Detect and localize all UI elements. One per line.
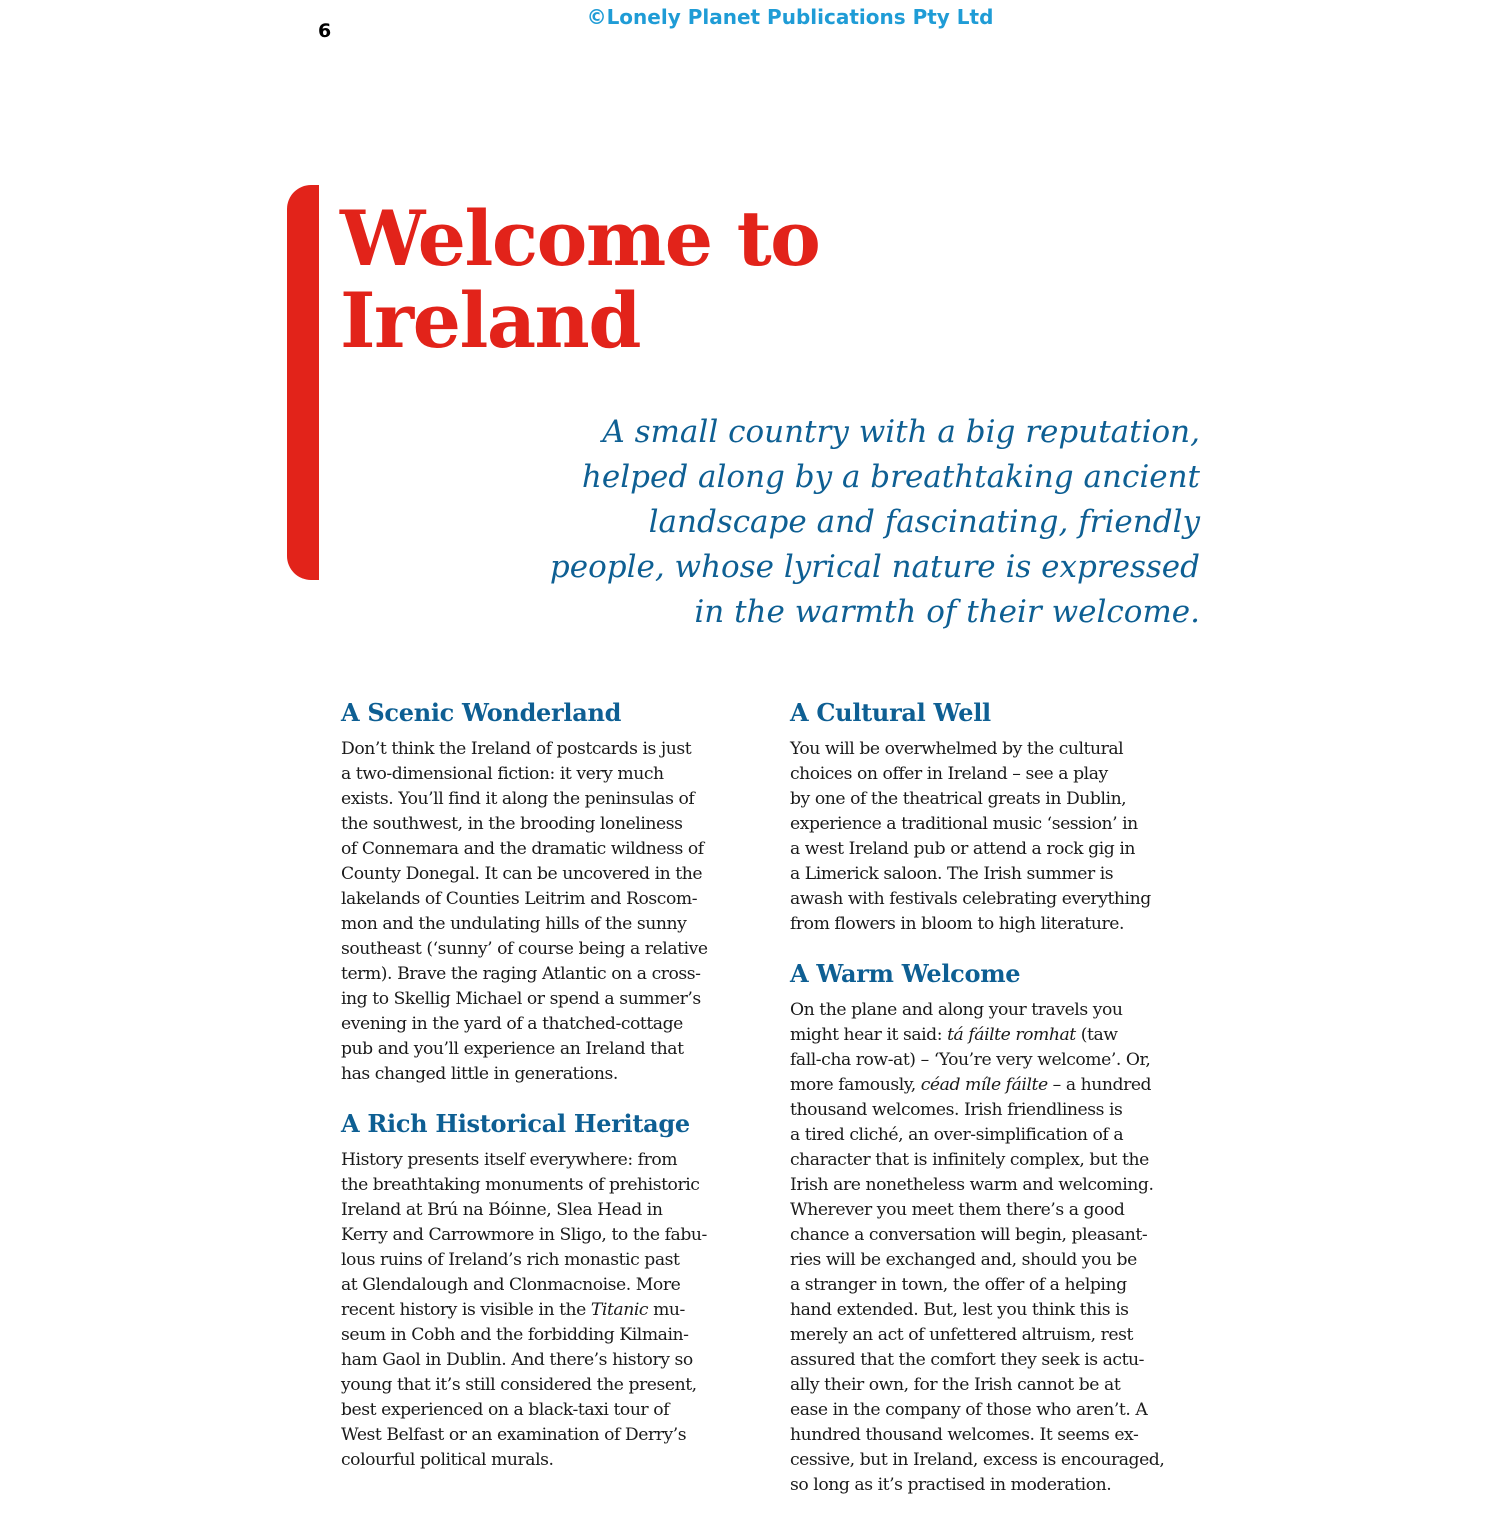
irish-phrase: tá fáilte romhat — [947, 1025, 1076, 1045]
section-heading: A Cultural Well — [790, 698, 991, 727]
right-column — [790, 697, 1210, 1519]
section-body: You will be overwhelmed by the cultural choices on offer in Ireland – see a play by one of the theatrical greats in Dublin, experience a traditional music ‘session’ in a west Ireland pub or attend a rock gig in a Limerick saloon. The Irish summer is awash with festivals celebrating everything from flowers in bloom to high literature. — [790, 739, 1151, 934]
section-body — [790, 998, 1210, 1498]
page-title: Welcome to Ireland — [340, 194, 820, 365]
section-warm-welcome — [790, 958, 1210, 1498]
titanic-italic: Titanic — [590, 1300, 649, 1320]
section-historical-heritage — [341, 1108, 761, 1473]
left-column — [341, 697, 761, 1494]
accent-bar — [287, 185, 319, 580]
section-scenic-wonderland — [341, 697, 761, 1087]
page-number: 6 — [318, 20, 332, 42]
irish-phrase: céad míle fáilte — [920, 1075, 1048, 1095]
tagline: A small country with a big reputation, helped along by a breathtaking ancient landscape and fascinating, friendly people, whose lyrical nature is expressed in the warmth of their welcome. — [549, 414, 1200, 630]
section-cultural-well — [790, 697, 1210, 937]
body-text: (taw fall-cha row-at) – ‘You’re very welcome’. Or, more famously, — [790, 1025, 1151, 1095]
body-text: mu- seum in Cobh and the forbidding Kilmain- ham Gaol in Dublin. And there’s history so young that it’s still considered the present, best experienced on a black-taxi tour of West Belfast or an examination of Derry’s colourful political murals. — [341, 1300, 697, 1470]
body-text: History presents itself everywhere: from the breathtaking monuments of prehistoric Ireland at Brú na Bóinne, Slea Head in Kerry and Carrowmore in Sligo, to the fabu- lous ruins of Ireland’s rich monastic past at Glendalough and Clonmacnoise. More recent history is visible in the — [341, 1150, 707, 1320]
body-text: – a hundred thousand welcomes. Irish friendliness is a tired cliché, an over-simplification of a character that is infinitely complex, but the Irish are nonetheless warm and welcoming. Wherever you meet them there’s a good chance a conversation will begin, pleasant- ries will be exchanged and, should you be a stranger in town, the offer of a helping hand extended. But, lest you think this is merely an act of unfettered altruism, rest assured that the comfort they seek is actu- ally their own, for the Irish cannot be at ease in the company of those who aren’t. A hundred thousand welcomes. It seems ex- cessive, but in Ireland, excess is encouraged, so long as it’s practised in moderation. — [790, 1075, 1165, 1495]
body-text: On the plane and along your travels you might hear it said: — [790, 1000, 1123, 1045]
section-heading: A Warm Welcome — [790, 959, 1021, 988]
section-heading: A Scenic Wonderland — [341, 698, 622, 727]
section-body — [341, 1148, 761, 1473]
section-body: Don’t think the Ireland of postcards is just a two-dimensional fiction: it very much exists. You’ll find it along the peninsulas of the southwest, in the brooding loneliness of Connemara and the dramatic wildness of County Donegal. It can be uncovered in the lakelands of Counties Leitrim and Roscom- mon and the undulating hills of the sunny southeast (‘sunny’ of course being a relative term). Brave the raging Atlantic on a cross- ing to Skellig Michael or spend a summer’s evening in the yard of a thatched-cottage pub and you’ll experience an Ireland that has changed little in generations. — [341, 739, 708, 1084]
copyright-notice: ©Lonely Planet Publications Pty Ltd — [586, 5, 994, 29]
section-heading: A Rich Historical Heritage — [341, 1109, 690, 1138]
